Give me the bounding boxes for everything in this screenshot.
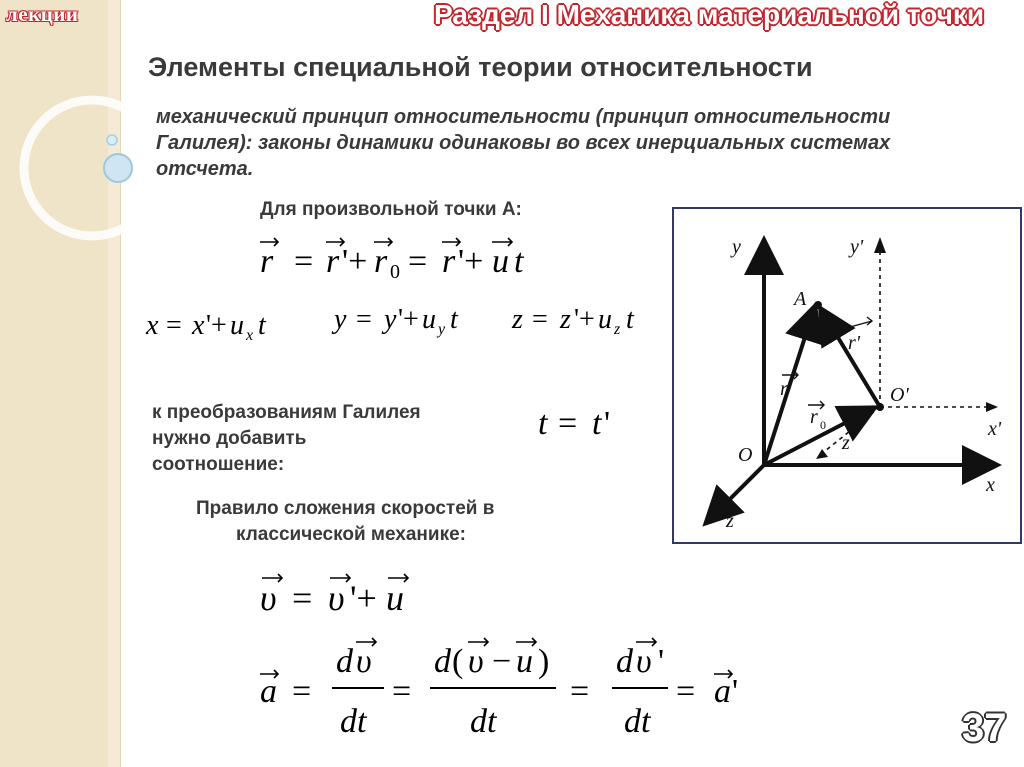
- svg-text:t: t: [450, 304, 458, 335]
- svg-text:y': y': [850, 236, 864, 258]
- svg-text:x': x': [988, 418, 1002, 440]
- velocity-rule-line2: классической механике:: [236, 524, 466, 545]
- svg-text:z: z: [614, 321, 621, 338]
- lectures-tag: лекции: [6, 2, 79, 26]
- svg-text:dt: dt: [340, 703, 367, 740]
- svg-text:'+: '+: [350, 578, 377, 618]
- galileo-line2: нужно добавить: [152, 428, 307, 449]
- svg-text:dt: dt: [624, 703, 651, 740]
- svg-text:': ': [732, 673, 739, 710]
- svg-text:x: x: [146, 310, 159, 341]
- svg-text:=: =: [558, 405, 578, 442]
- svg-text:−: −: [492, 643, 512, 680]
- svg-text:y: y: [438, 321, 446, 338]
- svg-text:'+: '+: [398, 304, 419, 335]
- svg-text:υ: υ: [260, 578, 277, 618]
- svg-text:=: =: [676, 673, 696, 710]
- svg-text:u: u: [492, 243, 509, 280]
- reference-frames-diagram: [672, 207, 1022, 544]
- svg-text:=: =: [292, 673, 312, 710]
- svg-text:z: z: [726, 510, 734, 532]
- section-title: Раздел I Механика материальной точки: [434, 0, 985, 30]
- svg-text:r': r': [848, 332, 861, 354]
- svg-text:υ: υ: [328, 578, 345, 618]
- svg-text:r: r: [326, 243, 340, 280]
- svg-text:t: t: [592, 405, 602, 442]
- svg-text:x: x: [192, 310, 205, 341]
- galileo-line3: соотношение:: [152, 454, 285, 475]
- svg-text:=: =: [166, 310, 182, 341]
- svg-text:'+: '+: [206, 310, 227, 341]
- svg-text:'+: '+: [574, 304, 595, 335]
- svg-text:x: x: [246, 327, 254, 344]
- svg-text:r: r: [260, 243, 274, 280]
- svg-text:d: d: [616, 643, 633, 680]
- svg-text:y: y: [384, 304, 397, 335]
- svg-text:=: =: [292, 578, 313, 618]
- svg-text:O': O': [890, 384, 909, 406]
- svg-text:'+: '+: [458, 243, 484, 280]
- svg-text:u: u: [516, 643, 533, 680]
- svg-text:d: d: [336, 643, 353, 680]
- svg-text:r: r: [780, 378, 788, 400]
- galileo-line1: к преобразованиям Галилея: [152, 402, 421, 423]
- svg-text:=: =: [294, 243, 314, 280]
- svg-text:d: d: [434, 643, 451, 680]
- svg-text:r: r: [374, 243, 388, 280]
- svg-text:x: x: [986, 474, 995, 496]
- svg-text:z: z: [512, 304, 523, 335]
- svg-text:z': z': [842, 432, 855, 454]
- velocity-rule-line1: Правило сложения скоростей в: [196, 498, 495, 519]
- svg-text:A: A: [794, 288, 807, 310]
- page-number: 37: [962, 706, 1007, 750]
- svg-text:0: 0: [820, 418, 826, 432]
- svg-text:t: t: [514, 243, 524, 280]
- svg-text:r: r: [442, 243, 456, 280]
- svg-text:'+: '+: [342, 243, 368, 280]
- svg-text:z: z: [560, 304, 571, 335]
- svg-text:t: t: [626, 304, 634, 335]
- svg-text:r: r: [810, 406, 818, 428]
- svg-text:u: u: [422, 304, 436, 335]
- svg-text:=: =: [532, 304, 548, 335]
- svg-text:': ': [658, 643, 665, 680]
- svg-text:a: a: [260, 673, 277, 710]
- svg-text:t: t: [258, 310, 266, 341]
- svg-text:u: u: [386, 578, 404, 618]
- svg-text:=: =: [408, 243, 428, 280]
- svg-text:υ: υ: [356, 643, 372, 680]
- svg-text:υ: υ: [636, 643, 652, 680]
- svg-text:=: =: [392, 673, 412, 710]
- svg-text:=: =: [570, 673, 590, 710]
- acceleration-equation: [256, 632, 776, 744]
- svg-text:': ': [604, 405, 611, 442]
- svg-text:υ: υ: [468, 643, 484, 680]
- svg-text:O: O: [738, 444, 753, 466]
- coordinate-equations: [142, 300, 662, 350]
- slide-title: Элементы специальной теории относительности: [148, 52, 813, 82]
- circles-decoration: [0, 0, 160, 300]
- svg-text:): ): [538, 643, 550, 680]
- position-equation: [256, 232, 546, 282]
- principle-text: механический принцип относительности (принцип относительности Галилея): законы динамики одинаковы во всех инерциальных системах отсчета.: [156, 106, 891, 180]
- svg-text:0: 0: [390, 261, 400, 282]
- svg-text:y: y: [334, 304, 347, 335]
- svg-text:dt: dt: [470, 703, 497, 740]
- svg-text:y: y: [732, 236, 741, 258]
- svg-text:t: t: [538, 405, 548, 442]
- svg-text:u: u: [598, 304, 612, 335]
- svg-text:a: a: [714, 673, 731, 710]
- svg-text:=: =: [356, 304, 372, 335]
- svg-text:(: (: [452, 643, 464, 680]
- point-label: Для произвольной точки A:: [260, 199, 522, 220]
- svg-text:u: u: [230, 310, 244, 341]
- time-equation: [534, 398, 644, 448]
- velocity-equation: [256, 566, 456, 622]
